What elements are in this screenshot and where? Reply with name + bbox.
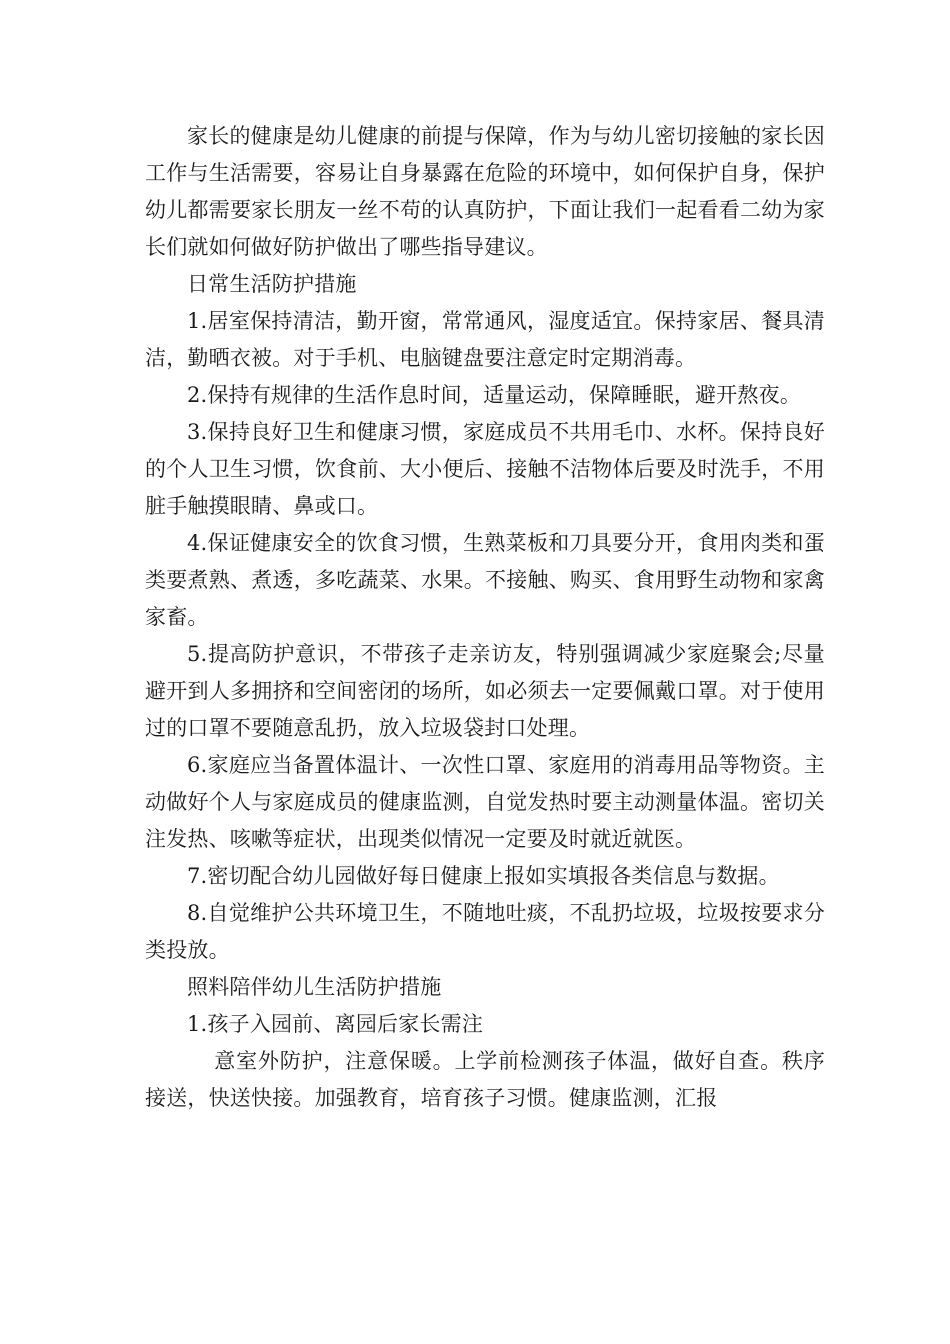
list-item: 1.居室保持清洁，勤开窗，常常通风，湿度适宜。保持家居、餐具清洁，勤晒衣被。对于手机、电脑键盘要注意定时定期消毒。 [145,309,825,370]
list-item: 8.自觉维护公共环境卫生，不随地吐痰，不乱扔垃圾，垃圾按要求分类投放。 [145,901,825,962]
list-item: 5.提高防护意识，不带孩子走亲访友，特别强调减少家庭聚会;尽量避开到人多拥挤和空间密闭的场所，如必须去一定要佩戴口罩。对于使用过的口罩不要随意乱扔，放入垃圾袋封口处理。 [145,642,825,740]
list-item: 4.保证健康安全的饮食习惯，生熟菜板和刀具要分开，食用肉类和蛋类要煮熟、煮透，多吃蔬菜、水果。不接触、购买、食用野生动物和家禽家畜。 [145,531,825,629]
list-item: 2.保持有规律的生活作息时间，适量运动，保障睡眠，避开熬夜。 [187,383,802,407]
list-item: 7.密切配合幼儿园做好每日健康上报如实填报各类信息与数据。 [187,864,780,888]
section-heading-childcare: 照料陪伴幼儿生活防护措施 [187,975,442,999]
section-heading-daily: 日常生活防护措施 [187,272,357,296]
document-body [145,118,825,1117]
list-item-continuation: 意室外防护，注意保暖。上学前检测孩子体温，做好自查。秩序接送，快送快接。加强教育，培育孩子习惯。健康监测，汇报 [145,1049,825,1110]
intro-paragraph: 家长的健康是幼儿健康的前提与保障，作为与幼儿密切接触的家长因工作与生活需要，容易让自身暴露在危险的环境中，如何保护自身，保护幼儿都需要家长朋友一丝不苟的认真防护，下面让我们一起看看二幼为家长们就如何做好防护做出了哪些指导建议。 [145,124,825,259]
list-item: 3.保持良好卫生和健康习惯，家庭成员不共用毛巾、水杯。保持良好的个人卫生习惯，饮食前、大小便后、接触不洁物体后要及时洗手，不用脏手触摸眼睛、鼻或口。 [145,420,825,518]
list-item: 1.孩子入园前、离园后家长需注 [187,1012,484,1036]
list-item: 6.家庭应当备置体温计、一次性口罩、家庭用的消毒用品等物资。主动做好个人与家庭成员的健康监测，自觉发热时要主动测量体温。密切关注发热、咳嗽等症状，出现类似情况一定要及时就近就医。 [145,753,825,851]
